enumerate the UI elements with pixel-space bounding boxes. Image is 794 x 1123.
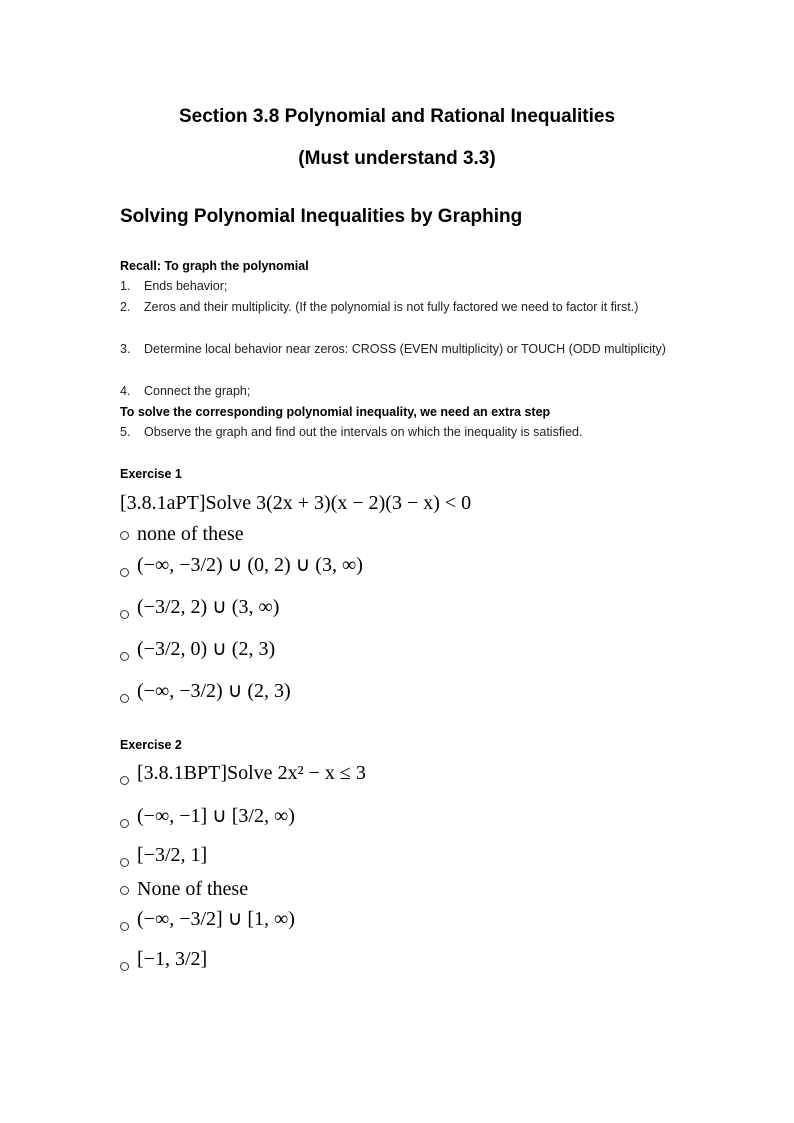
exercise-2-prompt[interactable] [120,762,366,785]
list-item [120,297,680,318]
list-text: Zeros and their multiplicity. (If the polynomial is not fully factored we need to factor it first.) [144,300,639,314]
list-item [120,276,680,297]
radio-button[interactable] [120,531,129,540]
option-label: [−1, 3/2] [137,948,208,970]
exercise-2-option[interactable] [120,803,295,828]
option-label: (−∞, −3/2] ∪ [1, ∞) [137,908,295,930]
exercise-1-prompt [120,492,471,515]
list-number: 2. [120,300,131,314]
exercise-1-option[interactable] [120,636,275,661]
exercise-1-option[interactable] [120,678,291,703]
option-label: (−3/2, 0) ∪ (2, 3) [137,638,276,660]
radio-button[interactable] [120,858,129,867]
list-number: 4. [120,384,131,398]
exercise-1-option[interactable] [120,552,363,577]
prompt-code: [3.8.1BPT]Solve [137,762,278,784]
list-text: Observe the graph and find out the intervals on which the inequality is satisfied. [144,425,583,439]
list-item [120,422,680,443]
list-text: Determine local behavior near zeros: CROSS (EVEN multiplicity) or TOUCH (ODD multiplicity) [144,342,666,356]
radio-button[interactable] [120,886,129,895]
radio-button[interactable] [120,922,129,931]
radio-button[interactable] [120,776,129,785]
radio-button[interactable] [120,610,129,619]
list-number: 1. [120,279,131,293]
option-label: (−∞, −3/2) ∪ (2, 3) [137,680,291,702]
exercise-1-label: Exercise 1 [120,467,182,481]
option-label: (−∞, −3/2) ∪ (0, 2) ∪ (3, ∞) [137,554,363,576]
extra-step-heading: To solve the corresponding polynomial inequality, we need an extra step [120,405,551,419]
exercise-2-option[interactable] [120,906,295,931]
option-label: none of these [137,523,244,545]
radio-button[interactable] [120,568,129,577]
list-text: Ends behavior; [144,279,228,293]
section-heading: Solving Polynomial Inequalities by Graphing [120,206,523,227]
exercise-1-option[interactable] [120,523,244,546]
list-item [120,381,680,402]
exercise-2-option[interactable] [120,878,248,901]
option-label: (−3/2, 2) ∪ (3, ∞) [137,596,280,618]
recall-heading: Recall: To graph the polynomial [120,259,309,273]
option-label: None of these [137,878,249,900]
exercise-2-label: Exercise 2 [120,738,182,752]
list-text: Connect the graph; [144,384,251,398]
radio-button[interactable] [120,694,129,703]
page-title: Section 3.8 Polynomial and Rational Inequalities [178,106,616,127]
prompt-math: 2x² − x ≤ 3 [277,762,366,784]
prompt-math: 3(2x + 3)(x − 2)(3 − x) < 0 [256,492,472,514]
exercise-2-option[interactable] [120,948,207,971]
page-subtitle: (Must understand 3.3) [298,148,496,169]
option-label: (−∞, −1] ∪ [3/2, ∞) [137,805,295,827]
list-number: 3. [120,342,131,356]
exercise-2-option[interactable] [120,844,207,867]
exercise-1-option[interactable] [120,594,279,619]
list-number: 5. [120,425,131,439]
radio-button[interactable] [120,819,129,828]
option-label: [−3/2, 1] [137,844,208,866]
prompt-code: [3.8.1aPT]Solve [120,492,257,514]
radio-button[interactable] [120,962,129,971]
radio-button[interactable] [120,652,129,661]
list-item [120,339,680,360]
